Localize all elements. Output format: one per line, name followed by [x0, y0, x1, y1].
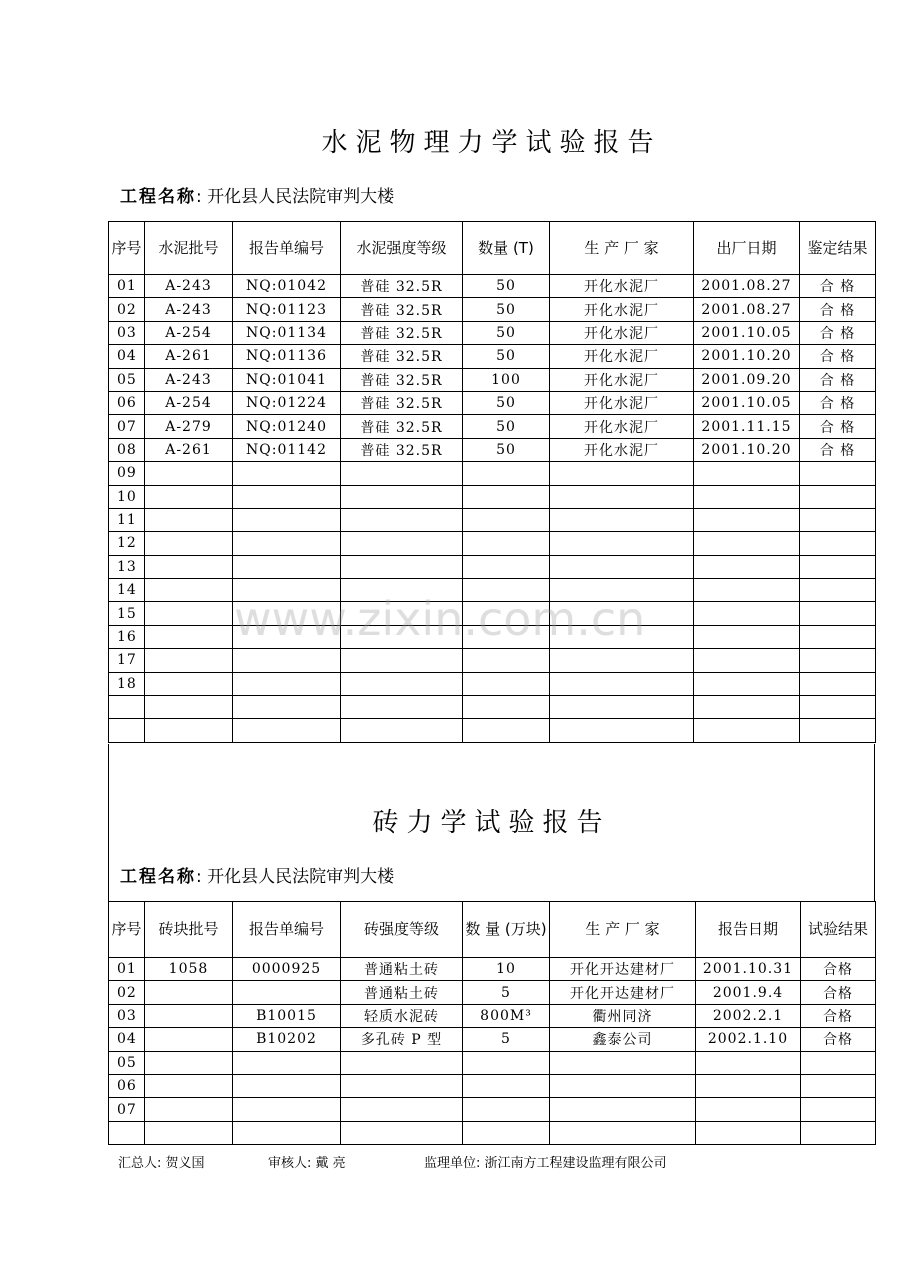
table-cell: 50 [463, 415, 550, 438]
table-cell: 衢州同济 [550, 1004, 696, 1027]
table-cell [341, 555, 463, 578]
column-header: 生 产 厂 家 [550, 902, 696, 958]
table-cell [550, 672, 694, 695]
table-cell [550, 555, 694, 578]
table-cell [694, 672, 800, 695]
table-cell: 开化水泥厂 [550, 415, 694, 438]
table-row [109, 1074, 876, 1097]
table-cell: B10202 [233, 1028, 341, 1051]
table-cell [550, 696, 694, 719]
table-cell: A-243 [145, 298, 233, 321]
table-cell: 16 [109, 625, 145, 648]
brick-report-title: 砖力学试验报告 [372, 808, 611, 838]
table-cell [694, 579, 800, 602]
cement-test-table [108, 221, 876, 743]
table-cell: 开化水泥厂 [550, 368, 694, 391]
table-cell [550, 508, 694, 531]
table-cell [800, 672, 876, 695]
column-header: 试验结果 [801, 902, 876, 958]
table-cell [145, 1098, 233, 1121]
table-cell: 12 [109, 532, 145, 555]
project-name: : 开化县人民法院审判大楼 [196, 867, 395, 887]
table-cell: 合 格 [800, 368, 876, 391]
table-cell: A-243 [145, 275, 233, 298]
table-cell [145, 579, 233, 602]
table-cell: 02 [109, 298, 145, 321]
table-row [109, 1028, 876, 1051]
table-cell: 普通粘土砖 [341, 981, 463, 1004]
table-cell [145, 625, 233, 648]
table-cell [341, 532, 463, 555]
table-cell: 合 格 [800, 438, 876, 461]
table-cell: 普硅 32.5R [341, 298, 463, 321]
table-cell [800, 696, 876, 719]
table-cell: 50 [463, 345, 550, 368]
table-cell: 普硅 32.5R [341, 368, 463, 391]
table-cell: 普硅 32.5R [341, 391, 463, 414]
table-cell: 合格 [801, 1004, 876, 1027]
table-cell: 2002.1.10 [696, 1028, 801, 1051]
table-cell: 03 [109, 321, 145, 344]
table-cell [800, 649, 876, 672]
table-cell [800, 485, 876, 508]
table-cell: A-261 [145, 438, 233, 461]
table-cell [463, 462, 550, 485]
summarizer-text: 汇总人: 贺义国 [118, 1156, 205, 1171]
table-cell [694, 462, 800, 485]
table-cell: 2001.08.27 [694, 275, 800, 298]
table-cell [463, 485, 550, 508]
table-row [109, 532, 876, 555]
column-header: 出厂日期 [694, 222, 800, 275]
table-row [109, 1051, 876, 1074]
table-row [109, 508, 876, 531]
table-cell [801, 1098, 876, 1121]
table-cell: 合 格 [800, 321, 876, 344]
table-cell: 07 [109, 1098, 145, 1121]
table-cell: 100 [463, 368, 550, 391]
table-cell: NQ:01042 [233, 275, 341, 298]
table-cell [696, 1098, 801, 1121]
table-cell: 合格 [801, 958, 876, 981]
table-cell: 50 [463, 438, 550, 461]
table-cell: 14 [109, 579, 145, 602]
table-cell: 5 [463, 1028, 550, 1051]
cement-project-line [120, 182, 394, 207]
table-row [109, 958, 876, 981]
table-cell [463, 672, 550, 695]
table-cell [233, 1074, 341, 1097]
table-cell: 普通粘土砖 [341, 958, 463, 981]
table-cell [463, 696, 550, 719]
table-cell: 开化水泥厂 [550, 298, 694, 321]
table-cell [341, 719, 463, 742]
table-row [109, 391, 876, 414]
table-cell: A-279 [145, 415, 233, 438]
table-cell: 多孔砖 P 型 [341, 1028, 463, 1051]
table-cell: 50 [463, 391, 550, 414]
table-cell: 11 [109, 508, 145, 531]
table-cell [463, 719, 550, 742]
table-cell [550, 649, 694, 672]
table-row [109, 981, 876, 1004]
table-cell [341, 485, 463, 508]
table-cell: 2001.09.20 [694, 368, 800, 391]
table-cell: 开化水泥厂 [550, 438, 694, 461]
table-cell: 开化水泥厂 [550, 345, 694, 368]
table-cell [694, 696, 800, 719]
table-row [109, 462, 876, 485]
table-row [109, 321, 876, 344]
table-cell: 05 [109, 368, 145, 391]
table-cell: 5 [463, 981, 550, 1004]
table-cell: 开化开达建材厂 [550, 981, 696, 1004]
table-cell [463, 508, 550, 531]
table-cell: 开化水泥厂 [550, 391, 694, 414]
table-cell: 03 [109, 1004, 145, 1027]
table-cell [463, 1051, 550, 1074]
table-cell: 06 [109, 1074, 145, 1097]
table-cell [800, 462, 876, 485]
table-cell: 10 [109, 485, 145, 508]
table-cell [233, 696, 341, 719]
table-cell: 2001.9.4 [696, 981, 801, 1004]
table-row [109, 298, 876, 321]
table-cell [800, 602, 876, 625]
table-row [109, 275, 876, 298]
table-cell [145, 1051, 233, 1074]
table-cell [341, 1051, 463, 1074]
table-cell [145, 462, 233, 485]
table-cell: 轻质水泥砖 [341, 1004, 463, 1027]
table-cell [463, 555, 550, 578]
column-header: 砖块批号 [145, 902, 233, 958]
column-header: 报告单编号 [233, 902, 341, 958]
table-cell [109, 719, 145, 742]
table-cell: 普硅 32.5R [341, 438, 463, 461]
table-cell: 普硅 32.5R [341, 321, 463, 344]
table-cell [694, 649, 800, 672]
table-cell [550, 485, 694, 508]
table-cell [233, 485, 341, 508]
table-cell: NQ:01240 [233, 415, 341, 438]
table-cell: NQ:01142 [233, 438, 341, 461]
table-row [109, 672, 876, 695]
table-cell [145, 555, 233, 578]
brick-test-table [108, 901, 876, 1145]
table-cell [145, 649, 233, 672]
table-cell [341, 672, 463, 695]
table-cell [145, 672, 233, 695]
column-header: 报告单编号 [233, 222, 341, 275]
cement-report-title: 水泥物理力学试验报告 [321, 128, 662, 158]
table-cell: NQ:01136 [233, 345, 341, 368]
table-cell: 2001.10.05 [694, 391, 800, 414]
table-cell [233, 508, 341, 531]
table-cell: 800M³ [463, 1004, 550, 1027]
table-cell: 合 格 [800, 298, 876, 321]
table-cell: 50 [463, 298, 550, 321]
table-cell [694, 602, 800, 625]
table-row [109, 368, 876, 391]
table-cell [145, 532, 233, 555]
table-cell: 合 格 [800, 391, 876, 414]
table-cell [145, 719, 233, 742]
table-cell [550, 1051, 696, 1074]
table-cell [341, 508, 463, 531]
table-cell: 2001.11.15 [694, 415, 800, 438]
table-cell: 普硅 32.5R [341, 415, 463, 438]
table-cell [341, 649, 463, 672]
table-cell: 2001.10.31 [696, 958, 801, 981]
table-cell: 合 格 [800, 275, 876, 298]
reviewer-text: 审核人: 戴 亮 [268, 1156, 346, 1171]
table-cell [694, 532, 800, 555]
table-cell: 开化水泥厂 [550, 321, 694, 344]
table-row [109, 1098, 876, 1121]
table-cell: 普硅 32.5R [341, 345, 463, 368]
table-row [109, 438, 876, 461]
table-cell: 09 [109, 462, 145, 485]
table-cell: 04 [109, 1028, 145, 1051]
table-cell [145, 1004, 233, 1027]
table-cell [694, 508, 800, 531]
table-cell: 2001.10.05 [694, 321, 800, 344]
table-cell: NQ:01123 [233, 298, 341, 321]
table-cell [145, 1121, 233, 1144]
table-cell [145, 485, 233, 508]
supervisor-text: 监理单位: 浙江南方工程建设监理有限公司 [424, 1156, 667, 1171]
table-cell [341, 696, 463, 719]
table-cell: 01 [109, 958, 145, 981]
table-row [109, 555, 876, 578]
table-cell [145, 696, 233, 719]
table-cell [694, 555, 800, 578]
table-cell [463, 1098, 550, 1121]
table-row [109, 1004, 876, 1027]
table-cell [233, 1051, 341, 1074]
header-row [109, 902, 876, 958]
table-cell [801, 1074, 876, 1097]
table-cell: 开化水泥厂 [550, 275, 694, 298]
table-cell: 02 [109, 981, 145, 1004]
table-cell: 合格 [801, 1028, 876, 1051]
column-header: 序号 [109, 902, 145, 958]
column-header: 砖强度等级 [341, 902, 463, 958]
table-cell: 鑫泰公司 [550, 1028, 696, 1051]
table-cell: NQ:01134 [233, 321, 341, 344]
table-cell [145, 508, 233, 531]
table-row [109, 485, 876, 508]
table-cell [233, 1098, 341, 1121]
column-header: 鉴定结果 [800, 222, 876, 275]
table-cell: NQ:01041 [233, 368, 341, 391]
table-cell [800, 579, 876, 602]
table-cell [341, 1074, 463, 1097]
column-header: 序号 [109, 222, 145, 275]
table-cell [463, 649, 550, 672]
table-cell: 0000925 [233, 958, 341, 981]
table-row [109, 1121, 876, 1144]
table-cell [341, 1121, 463, 1144]
column-header: 报告日期 [696, 902, 801, 958]
table-cell: 2002.2.1 [696, 1004, 801, 1027]
project-label: 工程名称 [120, 867, 196, 887]
table-cell: 05 [109, 1051, 145, 1074]
table-cell [463, 532, 550, 555]
table-cell: 01 [109, 275, 145, 298]
table-cell: 13 [109, 555, 145, 578]
column-header: 水泥强度等级 [341, 222, 463, 275]
table-cell: 合 格 [800, 415, 876, 438]
project-label: 工程名称 [120, 187, 196, 207]
table-cell [550, 719, 694, 742]
table-cell: 2001.10.20 [694, 438, 800, 461]
table-cell: 04 [109, 345, 145, 368]
table-cell: 50 [463, 321, 550, 344]
watermark: www.zixin.com.cn [234, 592, 646, 646]
table-cell [233, 981, 341, 1004]
table-cell [233, 462, 341, 485]
table-cell [550, 1121, 696, 1144]
table-cell: 17 [109, 649, 145, 672]
table-cell [800, 555, 876, 578]
table-row [109, 696, 876, 719]
table-cell [550, 1074, 696, 1097]
table-cell: A-254 [145, 391, 233, 414]
table-row [109, 415, 876, 438]
table-cell [550, 1098, 696, 1121]
table-cell [109, 1121, 145, 1144]
table-cell [800, 719, 876, 742]
table-cell [800, 508, 876, 531]
table-cell [550, 462, 694, 485]
table-row [109, 719, 876, 742]
project-name: : 开化县人民法院审判大楼 [196, 187, 395, 207]
column-header: 生 产 厂 家 [550, 222, 694, 275]
table-cell [233, 555, 341, 578]
column-header: 数 量 (万块) [463, 902, 550, 958]
table-cell [801, 1051, 876, 1074]
table-cell [696, 1074, 801, 1097]
table-cell: 2001.10.20 [694, 345, 800, 368]
table-cell [233, 672, 341, 695]
table-cell [550, 532, 694, 555]
table-cell: 10 [463, 958, 550, 981]
table-cell: 合 格 [800, 345, 876, 368]
table-cell: 08 [109, 438, 145, 461]
column-header: 水泥批号 [145, 222, 233, 275]
table-cell: 18 [109, 672, 145, 695]
table-row [109, 649, 876, 672]
table-cell [800, 532, 876, 555]
table-cell: A-243 [145, 368, 233, 391]
table-cell [145, 1074, 233, 1097]
column-header: 数量 (T) [463, 222, 550, 275]
table-cell [463, 1074, 550, 1097]
table-cell [694, 719, 800, 742]
table-cell [233, 532, 341, 555]
table-cell: A-254 [145, 321, 233, 344]
table-cell: 合格 [801, 981, 876, 1004]
table-cell [145, 1028, 233, 1051]
table-cell: A-261 [145, 345, 233, 368]
table-cell: 2001.08.27 [694, 298, 800, 321]
table-cell [233, 719, 341, 742]
table-cell: 06 [109, 391, 145, 414]
table-cell: NQ:01224 [233, 391, 341, 414]
table-cell [463, 1121, 550, 1144]
table-cell: 15 [109, 602, 145, 625]
table-cell [109, 696, 145, 719]
table-cell: 50 [463, 275, 550, 298]
table-cell: B10015 [233, 1004, 341, 1027]
table-cell [801, 1121, 876, 1144]
table-cell [694, 485, 800, 508]
table-cell [696, 1051, 801, 1074]
table-cell [341, 1098, 463, 1121]
table-row [109, 345, 876, 368]
table-cell [341, 462, 463, 485]
table-cell [694, 625, 800, 648]
table-cell [145, 981, 233, 1004]
table-cell: 1058 [145, 958, 233, 981]
table-cell [145, 602, 233, 625]
header-row [109, 222, 876, 275]
brick-project-line [120, 862, 394, 887]
table-cell [696, 1121, 801, 1144]
table-cell: 普硅 32.5R [341, 275, 463, 298]
table-cell [800, 625, 876, 648]
table-cell: 开化开达建材厂 [550, 958, 696, 981]
table-cell [233, 649, 341, 672]
table-cell: 07 [109, 415, 145, 438]
table-cell [233, 1121, 341, 1144]
